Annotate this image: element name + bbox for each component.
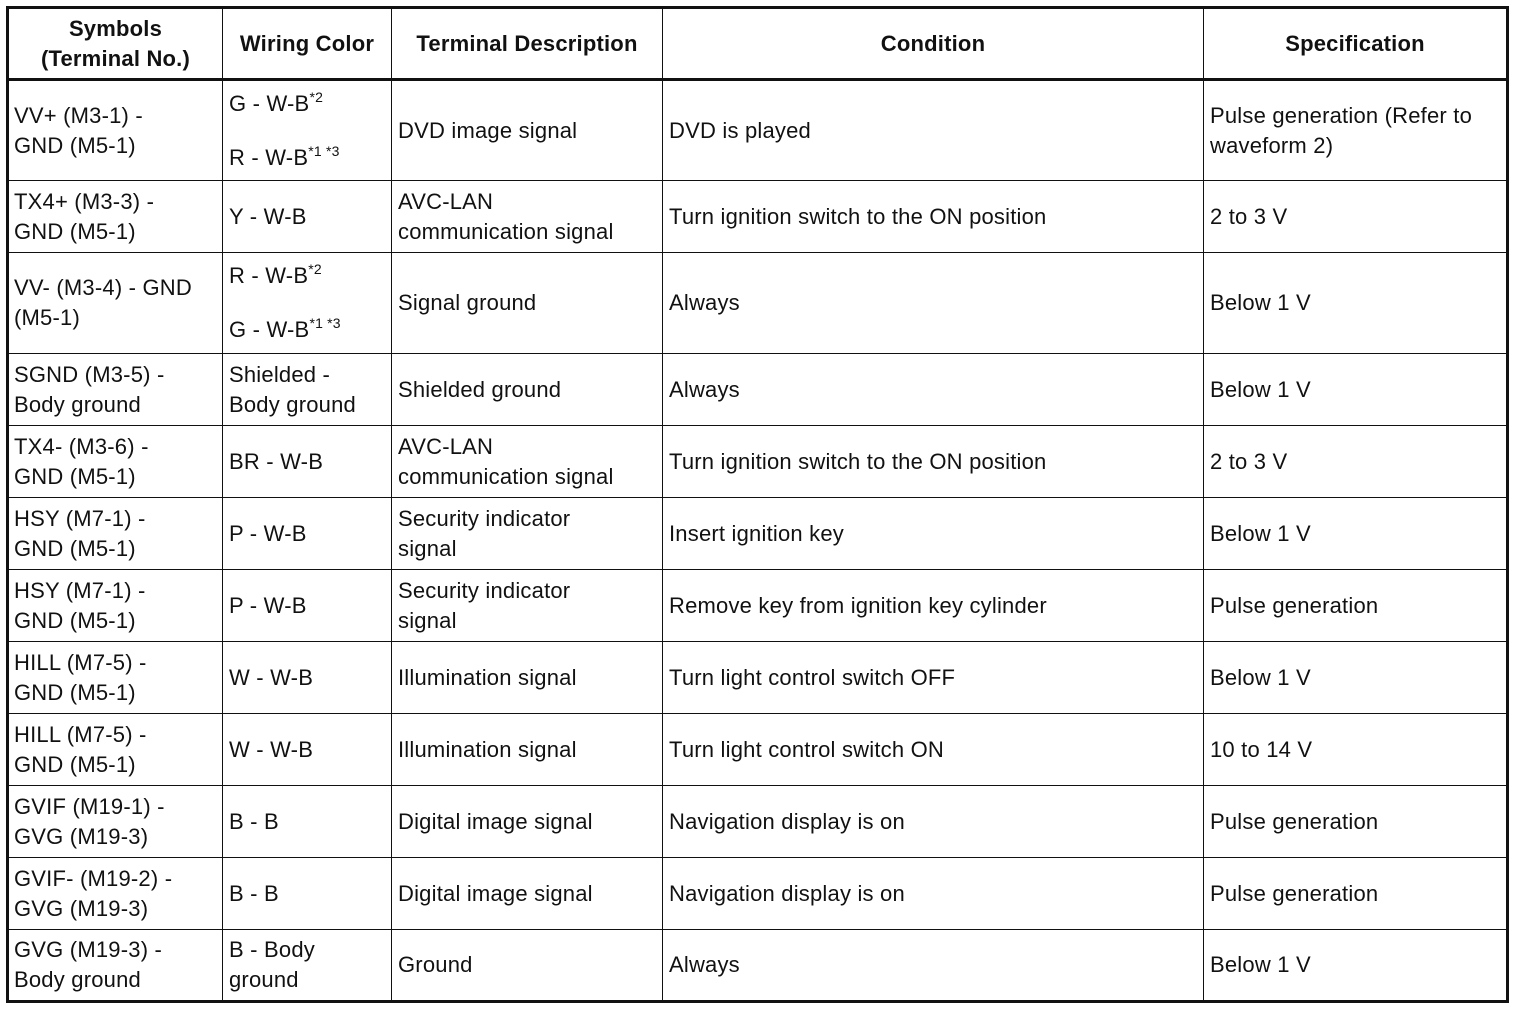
specification-cell: Pulse generation [1204, 570, 1508, 642]
header-condition: Condition [663, 8, 1204, 80]
symbol-cell: TX4+ (M3-3) - GND (M5-1) [8, 181, 223, 253]
condition-cell: Always [663, 930, 1204, 1002]
specification-cell: 10 to 14 V [1204, 714, 1508, 786]
symbol-cell: GVG (M19-3) - Body ground [8, 930, 223, 1002]
header-specification: Specification [1204, 8, 1508, 80]
header-symbols: Symbols (Terminal No.) [8, 8, 223, 80]
wiring-color-cell: P - W-B [223, 498, 392, 570]
symbol-cell: HILL (M7-5) - GND (M5-1) [8, 642, 223, 714]
description-cell: Illumination signal [392, 714, 663, 786]
specification-cell: Pulse generation (Refer to waveform 2) [1204, 80, 1508, 181]
specification-cell: Below 1 V [1204, 354, 1508, 426]
description-cell: Shielded ground [392, 354, 663, 426]
table-row [8, 498, 1508, 570]
header-terminal-description: Terminal Description [392, 8, 663, 80]
header-wiring-color: Wiring Color [223, 8, 392, 80]
table-row [8, 858, 1508, 930]
wiring-color-cell: BR - W-B [223, 426, 392, 498]
table-row [8, 642, 1508, 714]
table-row [8, 426, 1508, 498]
symbol-cell: VV+ (M3-1) - GND (M5-1) [8, 80, 223, 181]
wiring-color-cell: B - B [223, 858, 392, 930]
condition-cell: DVD is played [663, 80, 1204, 181]
condition-cell: Turn light control switch OFF [663, 642, 1204, 714]
wiring-color-cell: R - $W-B^{*2}$ G - $W-B^{*1 *3}$ [223, 253, 392, 354]
condition-cell: Turn ignition switch to the ON position [663, 426, 1204, 498]
specification-cell: Below 1 V [1204, 642, 1508, 714]
description-cell: Signal ground [392, 253, 663, 354]
wiring-color-cell: B - B [223, 786, 392, 858]
footnote-mark: *1 *3 [309, 315, 341, 331]
specification-cell: Pulse generation [1204, 858, 1508, 930]
symbol-cell: HILL (M7-5) - GND (M5-1) [8, 714, 223, 786]
wiring-color-cell: W - W-B [223, 642, 392, 714]
wiring-color-cell: Shielded - Body ground [223, 354, 392, 426]
wiring-color-cell: P - W-B [223, 570, 392, 642]
terminal-spec-table [6, 6, 1509, 1003]
footnote-mark: *1 *3 [308, 142, 340, 159]
condition-cell: Navigation display is on [663, 786, 1204, 858]
condition-cell: Remove key from ignition key cylinder [663, 570, 1204, 642]
table-row [8, 80, 1508, 181]
condition-cell: Always [663, 253, 1204, 354]
symbol-cell: HSY (M7-1) - GND (M5-1) [8, 570, 223, 642]
specification-cell: 2 to 3 V [1204, 181, 1508, 253]
symbol-cell: HSY (M7-1) - GND (M5-1) [8, 498, 223, 570]
symbol-cell: TX4- (M3-6) - GND (M5-1) [8, 426, 223, 498]
condition-cell: Insert ignition key [663, 498, 1204, 570]
specification-cell: Below 1 V [1204, 930, 1508, 1002]
specification-cell: Below 1 V [1204, 498, 1508, 570]
table-row [8, 570, 1508, 642]
description-cell: DVD image signal [392, 80, 663, 181]
condition-cell: Always [663, 354, 1204, 426]
specification-cell: 2 to 3 V [1204, 426, 1508, 498]
table-row [8, 930, 1508, 1002]
description-cell: Digital image signal [392, 786, 663, 858]
symbol-cell: SGND (M3-5) - Body ground [8, 354, 223, 426]
footnote-mark: *2 [309, 88, 324, 105]
table-row [8, 786, 1508, 858]
table-row [8, 181, 1508, 253]
specification-cell: Pulse generation [1204, 786, 1508, 858]
wiring-color-cell: Y - W-B [223, 181, 392, 253]
condition-cell: Turn ignition switch to the ON position [663, 181, 1204, 253]
footnote-mark: *2 [308, 261, 322, 277]
description-cell: Security indicator signal [392, 570, 663, 642]
symbol-cell: GVIF- (M19-2) - GVG (M19-3) [8, 858, 223, 930]
table-row [8, 354, 1508, 426]
condition-cell: Turn light control switch ON [663, 714, 1204, 786]
description-cell: AVC-LAN communication signal [392, 426, 663, 498]
description-cell: AVC-LAN communication signal [392, 181, 663, 253]
description-cell: Digital image signal [392, 858, 663, 930]
wiring-color-cell: W - W-B [223, 714, 392, 786]
wiring-color-cell: B - Body ground [223, 930, 392, 1002]
description-cell: Ground [392, 930, 663, 1002]
symbol-cell: VV- (M3-4) - GND (M5-1) [8, 253, 223, 354]
header-row [8, 8, 1508, 80]
description-cell: Security indicator signal [392, 498, 663, 570]
specification-cell: Below 1 V [1204, 253, 1508, 354]
wiring-color-cell: G - $W-B^{*2}$ R - $W-B^{*1 *3}$ [223, 80, 392, 181]
condition-cell: Navigation display is on [663, 858, 1204, 930]
table-row [8, 253, 1508, 354]
symbol-cell: GVIF (M19-1) - GVG (M19-3) [8, 786, 223, 858]
description-cell: Illumination signal [392, 642, 663, 714]
table-row [8, 714, 1508, 786]
